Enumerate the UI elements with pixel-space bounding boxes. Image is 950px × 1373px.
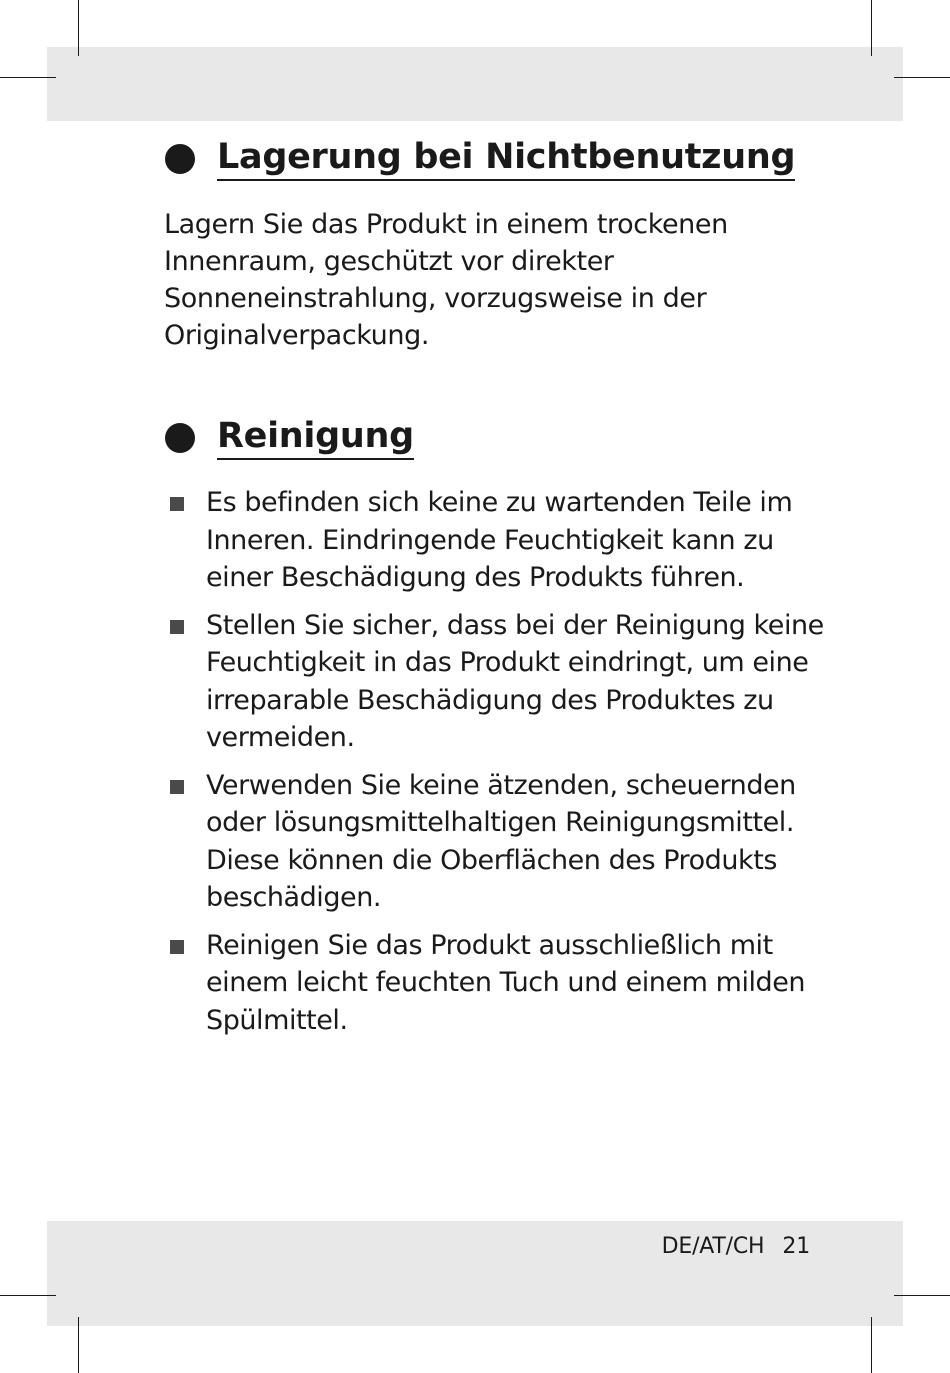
cleaning-list bbox=[164, 484, 824, 1049]
crop-mark bbox=[0, 1295, 56, 1296]
list-item-text: Es befinden sich keine zu wartenden Teile im Inneren. Eindringende Feuchtigkeit kann zu einer Beschädigung des Produkts führen. bbox=[206, 487, 793, 593]
crop-mark bbox=[871, 0, 872, 56]
square-bullet-icon bbox=[170, 780, 184, 794]
crop-mark bbox=[894, 1295, 950, 1296]
list-item bbox=[164, 484, 824, 597]
list-item bbox=[164, 927, 824, 1040]
page-footer bbox=[662, 1234, 810, 1259]
storage-heading bbox=[165, 137, 795, 181]
list-item bbox=[164, 607, 824, 757]
list-item-text: Verwenden Sie keine ätzenden, scheuernden oder lösungsmittelhaltigen Reinigungsmittel. Diese können die Oberflächen des Produkts beschädigen. bbox=[206, 769, 796, 913]
storage-heading-text: Lagerung bei Nichtbenutzung bbox=[217, 137, 795, 181]
header-band bbox=[47, 47, 903, 121]
crop-mark bbox=[871, 1317, 872, 1373]
cleaning-heading bbox=[165, 416, 414, 460]
square-bullet-icon bbox=[170, 940, 184, 954]
crop-mark bbox=[894, 77, 950, 78]
crop-mark bbox=[0, 77, 56, 78]
square-bullet-icon bbox=[170, 497, 184, 511]
list-item-text: Reinigen Sie das Produkt ausschließlich mit einem leicht feuchten Tuch und einem milden Spülmittel. bbox=[206, 929, 806, 1036]
page-number: 21 bbox=[782, 1234, 810, 1259]
list-item-text: Stellen Sie sicher, dass bei der Reinigung keine Feuchtigkeit in das Produkt eindringt, um eine irreparable Beschädigung des Produktes zu vermeiden. bbox=[206, 609, 824, 753]
list-item bbox=[164, 767, 824, 917]
storage-paragraph: Lagern Sie das Produkt in einem trockenen Innenraum, geschützt vor direkter Sonneneinstrahlung, vorzugsweise in der Originalverpackung. bbox=[164, 209, 728, 351]
crop-mark bbox=[78, 1317, 79, 1373]
square-bullet-icon bbox=[170, 620, 184, 634]
crop-mark bbox=[78, 0, 79, 56]
heading-bullet-icon bbox=[165, 423, 195, 453]
cleaning-heading-text: Reinigung bbox=[217, 416, 414, 460]
footer-region: DE/AT/CH bbox=[661, 1234, 765, 1259]
heading-bullet-icon bbox=[165, 144, 195, 174]
